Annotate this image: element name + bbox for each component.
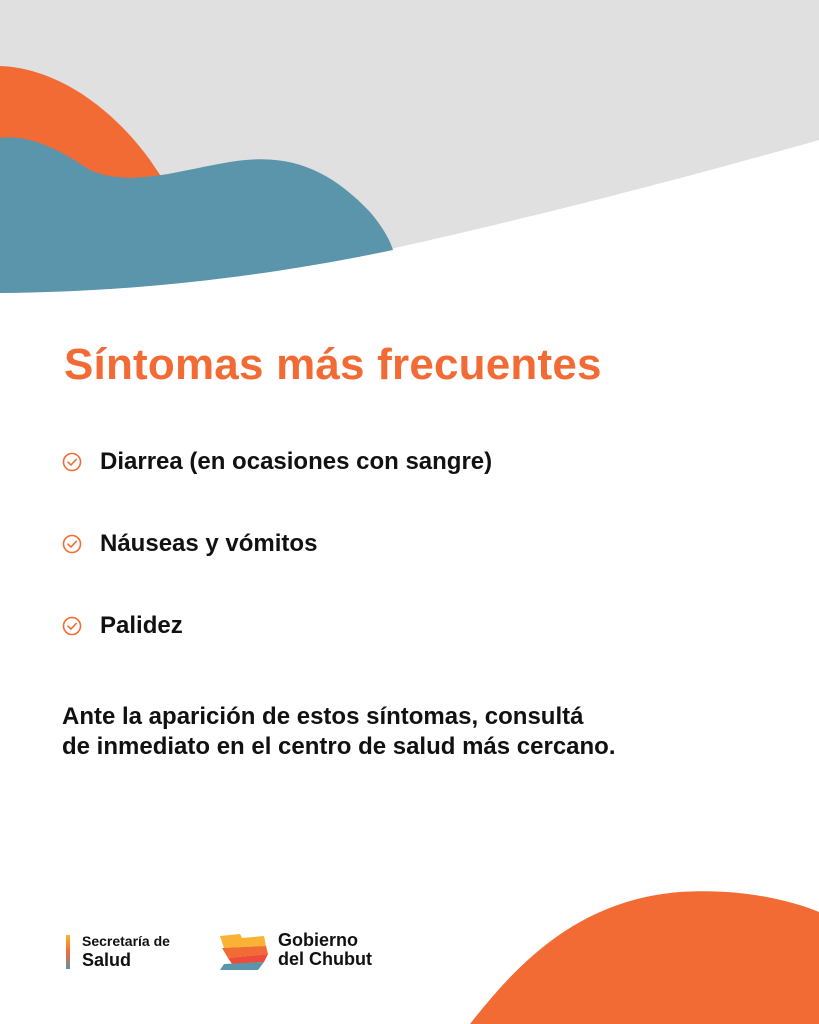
secretaria-logo-bar: [66, 935, 70, 969]
gobierno-line-1: Gobierno: [278, 930, 358, 950]
gobierno-logo: [278, 931, 372, 969]
check-circle-icon: [62, 452, 82, 472]
footer-logos: [0, 920, 819, 980]
advice-line-1: Ante la aparición de estos síntomas, consultá: [62, 703, 584, 730]
advice-line-2: de inmediato en el centro de salud más cercano.: [62, 733, 616, 760]
symptom-label: Palidez: [100, 612, 183, 639]
secretaria-line-1: Secretaría de: [82, 933, 170, 949]
list-item: [62, 526, 317, 562]
list-item: [62, 608, 183, 644]
check-circle-icon: [62, 616, 82, 636]
secretaria-line-2: Salud: [82, 950, 132, 970]
chubut-map-logo-icon: [218, 932, 270, 972]
advice-text: [62, 702, 752, 762]
page-title: Síntomas más frecuentes: [64, 340, 602, 389]
secretaria-logo: [82, 933, 170, 971]
symptom-label: Diarrea (en ocasiones con sangre): [100, 448, 493, 475]
symptom-label: Náuseas y vómitos: [100, 530, 318, 557]
check-circle-icon: [62, 534, 82, 554]
list-item: [62, 444, 492, 480]
gobierno-line-2: del Chubut: [278, 949, 372, 969]
